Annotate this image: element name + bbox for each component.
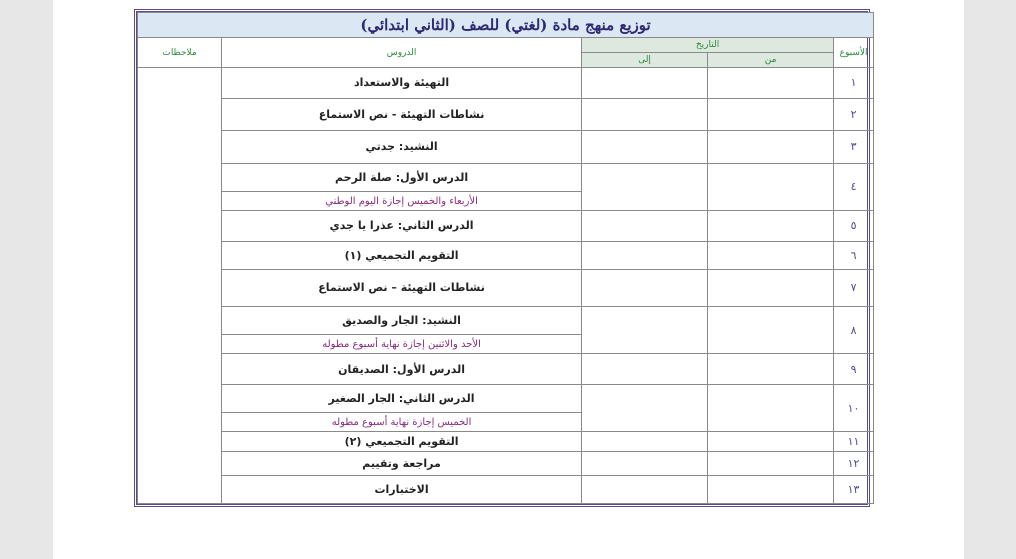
week-number: ٢ [834,98,874,131]
table-title: توزيع منهج مادة (لغتي) للصف (الثاني ابتدائي) [138,13,874,38]
week-number: ١٣ [834,475,874,503]
lesson-cell: التقويم التجميعي (١) [222,241,582,269]
lesson-cell: النشيد: الجار والصديق [222,306,582,334]
table-row [138,269,874,306]
week-header: الأسبوع [834,37,874,67]
table-row [138,451,874,475]
date-to-cell [582,451,708,475]
date-header: التاريخ [582,37,834,52]
table-row [138,211,874,241]
week-number: ١٢ [834,451,874,475]
date-to-cell [582,306,708,354]
date-to-cell [582,241,708,269]
week-number: ٦ [834,241,874,269]
date-from-cell [708,68,834,98]
date-from-cell [708,163,834,211]
date-from-cell [708,98,834,131]
week-number: ٩ [834,354,874,384]
table-row [138,241,874,269]
lesson-cell: النشيد: جدتي [222,131,582,164]
week-number: ٣ [834,131,874,164]
lesson-cell: نشاطات التهيئة – نص الاستماع [222,269,582,306]
lesson-cell: الدرس الثاني: الجار الصغير [222,384,582,412]
date-from-cell [708,269,834,306]
lesson-cell: الدرس الأول: صلة الرحم [222,163,582,191]
table-row [138,131,874,164]
week-number: ٥ [834,211,874,241]
lesson-cell: الدرس الأول: الصديقان [222,354,582,384]
lesson-cell: التقويم التجميعي (٢) [222,432,582,452]
date-from-cell [708,306,834,354]
curriculum-table-frame [134,9,870,507]
date-from-cell [708,241,834,269]
table-row [138,475,874,503]
notes-cell [138,68,222,504]
curriculum-table [137,12,874,504]
table-row [138,384,874,412]
holiday-note: الأربعاء والخميس إجازة اليوم الوطني [222,191,582,211]
date-to-cell [582,163,708,211]
lesson-cell: نشاطات التهيئة - نص الاستماع [222,98,582,131]
week-number: ١٠ [834,384,874,432]
date-to-cell [582,211,708,241]
date-from-cell [708,451,834,475]
week-number: ٨ [834,306,874,354]
week-number: ٤ [834,163,874,211]
date-from-cell [708,354,834,384]
date-to-cell [582,475,708,503]
date-from-cell [708,131,834,164]
date-from-cell [708,211,834,241]
table-row [138,98,874,131]
date-to-cell [582,354,708,384]
week-number: ٧ [834,269,874,306]
date-to-cell [582,269,708,306]
date-to-cell [582,131,708,164]
date-to-cell [582,384,708,432]
date-from-header: من [708,53,834,68]
date-to-cell [582,68,708,98]
date-to-header: إلى [582,53,708,68]
date-to-cell [582,432,708,452]
table-row [138,432,874,452]
date-from-cell [708,432,834,452]
holiday-note: الخميس إجازة نهاية أسبوع مطوله [222,412,582,432]
week-number: ١ [834,68,874,98]
lesson-cell: الاختبارات [222,475,582,503]
table-row [138,163,874,191]
notes-header: ملاحظات [138,37,222,67]
table-row [138,306,874,334]
table-row [138,68,874,98]
lesson-cell: مراجعة وتقييم [222,451,582,475]
table-row [138,354,874,384]
lesson-cell: التهيئة والاستعداد [222,68,582,98]
lessons-header: الدروس [222,37,582,67]
week-number: ١١ [834,432,874,452]
date-from-cell [708,475,834,503]
date-to-cell [582,98,708,131]
holiday-note: الأحد والاثنين إجازة نهاية أسبوع مطوله [222,334,582,354]
lesson-cell: الدرس الثاني: عذرا يا جدي [222,211,582,241]
date-from-cell [708,384,834,432]
